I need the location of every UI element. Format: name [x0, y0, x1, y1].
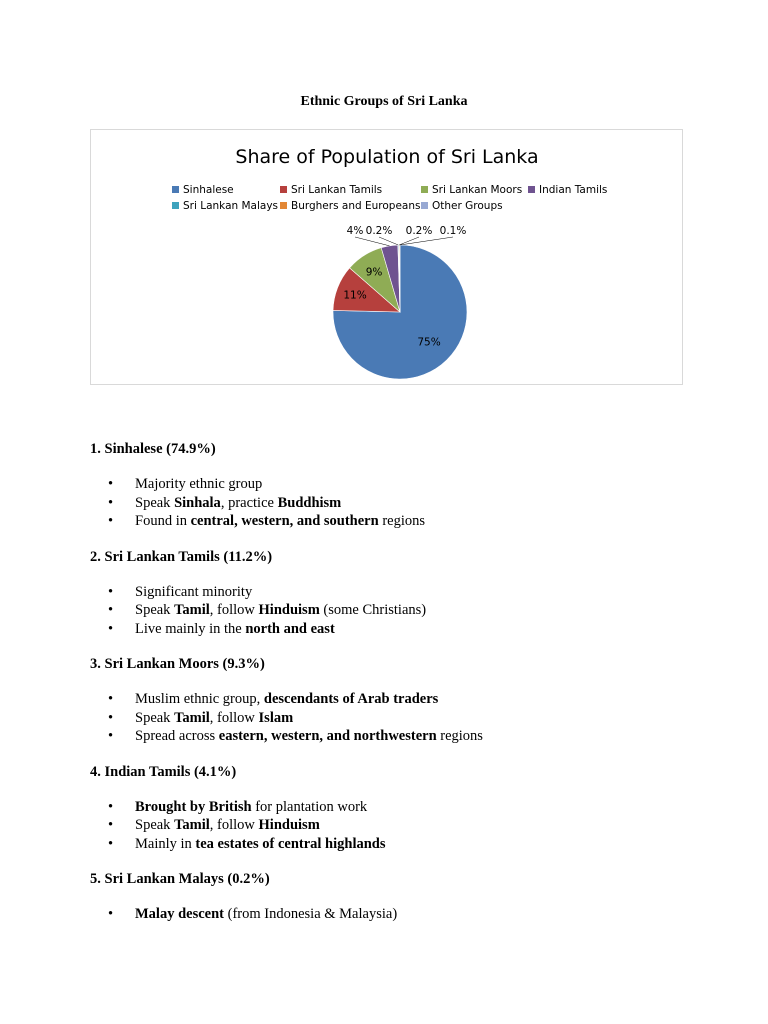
bold-text: central, western, and southern [190, 513, 379, 529]
pie-slices [333, 245, 467, 379]
list-item [135, 583, 690, 602]
legend-swatch-indian-tamils [528, 186, 535, 193]
text-run: , follow [209, 817, 259, 833]
bold-text: Hinduism [258, 602, 320, 618]
text-run: Majority ethnic group [135, 476, 263, 492]
data-label-sri-lankan-tamils: 11% [343, 289, 367, 302]
legend-swatch-sri-lankan-malays [172, 202, 179, 209]
bullet-list [90, 475, 690, 531]
legend-label-sri-lankan-tamils: Sri Lankan Tamils [291, 184, 383, 196]
legend-swatch-sinhalese [172, 186, 179, 193]
section-heading: 2. Sri Lankan Tamils (11.2%) [90, 548, 273, 565]
legend-label-sri-lankan-malays: Sri Lankan Malays [183, 200, 279, 212]
text-run: Found in [135, 513, 191, 529]
legend-item-indian-tamils [528, 184, 607, 196]
chart-title: Share of Population of Sri Lanka [235, 146, 539, 168]
text-run: Mainly in [135, 835, 196, 852]
legend-item-sri-lankan-tamils [280, 184, 382, 196]
legend-item-sri-lankan-moors [421, 184, 522, 196]
section-heading: 3. Sri Lankan Moors (9.3%) [90, 656, 265, 672]
text-run: Speak [135, 817, 175, 833]
text-run: Speak [135, 602, 175, 618]
bold-text: Hinduism [258, 817, 320, 833]
bold-text: eastern, western, and northwestern [218, 728, 437, 744]
text-run: (some Christians) [319, 602, 427, 618]
bold-text: Tamil [174, 817, 210, 833]
bullet-list [90, 905, 690, 924]
bold-text: Sinhala [174, 494, 221, 511]
data-label-sri-lankan-malays: 0.2% [365, 225, 393, 237]
bold-text: Buddhism [277, 494, 342, 511]
list-item [135, 835, 690, 854]
legend-item-burghers-and-europeans [280, 200, 420, 212]
bold-text: Tamil [174, 709, 210, 726]
text-run: Speak [135, 709, 175, 726]
data-label-burghers-and-europeans: 0.2% [405, 225, 433, 237]
bold-text: Tamil [174, 602, 210, 618]
list-item [135, 620, 690, 639]
bold-text: Malay descent [135, 906, 224, 922]
legend-swatch-burghers-and-europeans [280, 202, 287, 209]
text-run: regions [378, 513, 425, 529]
data-label-sinhalese: 75% [417, 336, 441, 349]
legend-swatch-sri-lankan-tamils [280, 186, 287, 193]
list-item [135, 727, 690, 746]
leader-line-indian-tamils [355, 237, 389, 246]
bold-text: north and east [245, 620, 335, 637]
text-run: , follow [209, 709, 259, 726]
bullet-list [90, 583, 690, 639]
legend-item-sinhalese [172, 184, 234, 196]
text-run: Live mainly in the [135, 620, 246, 637]
list-item [135, 798, 690, 817]
pie-chart-svg [91, 130, 684, 386]
section-heading: 5. Sri Lankan Malays (0.2%) [90, 871, 270, 887]
legend-label-indian-tamils: Indian Tamils [539, 184, 608, 196]
document-body [90, 440, 690, 941]
list-item [135, 709, 690, 728]
legend-swatch-sri-lankan-moors [421, 186, 428, 193]
text-run: regions [436, 728, 483, 744]
bullet-list [90, 798, 690, 854]
list-item [135, 475, 690, 494]
chart-legend [172, 184, 607, 212]
data-label-other-groups: 0.1% [439, 225, 467, 237]
leader-line-other-groups [400, 237, 453, 245]
bold-text: Islam [258, 709, 294, 726]
bullet-list [90, 690, 690, 746]
list-item [135, 905, 690, 924]
legend-item-other-groups [421, 200, 503, 212]
list-item [135, 690, 690, 709]
text-run: Spread across [135, 728, 219, 744]
list-item [135, 816, 690, 835]
list-item [135, 494, 690, 513]
legend-item-sri-lankan-malays [172, 200, 278, 212]
data-label-indian-tamils: 4% [346, 225, 364, 237]
bold-text: Brought by British [135, 798, 252, 815]
legend-swatch-other-groups [421, 202, 428, 209]
text-run: , practice [220, 494, 278, 511]
bold-text: tea estates of central highlands [195, 835, 386, 852]
legend-label-sri-lankan-moors: Sri Lankan Moors [432, 184, 523, 196]
list-item [135, 601, 690, 620]
text-run: (from Indonesia & Malaysia) [224, 906, 398, 922]
text-run: , follow [209, 602, 259, 618]
data-label-sri-lankan-moors: 9% [365, 266, 383, 279]
bold-text: descendants of Arab traders [263, 691, 439, 707]
text-run: for plantation work [251, 798, 368, 815]
section-heading: 4. Indian Tamils (4.1%) [90, 763, 237, 780]
section-heading: 1. Sinhalese (74.9%) [90, 441, 216, 457]
legend-label-other-groups: Other Groups [432, 200, 503, 212]
document-title: Ethnic Groups of Sri Lanka [300, 94, 468, 109]
pie-chart [90, 129, 683, 385]
legend-label-sinhalese: Sinhalese [183, 184, 234, 196]
text-run: Significant minority [135, 583, 253, 600]
text-run: Speak [135, 494, 175, 511]
list-item [135, 512, 690, 531]
legend-label-burghers-and-europeans: Burghers and Europeans [291, 200, 421, 212]
text-run: Muslim ethnic group, [135, 691, 264, 707]
